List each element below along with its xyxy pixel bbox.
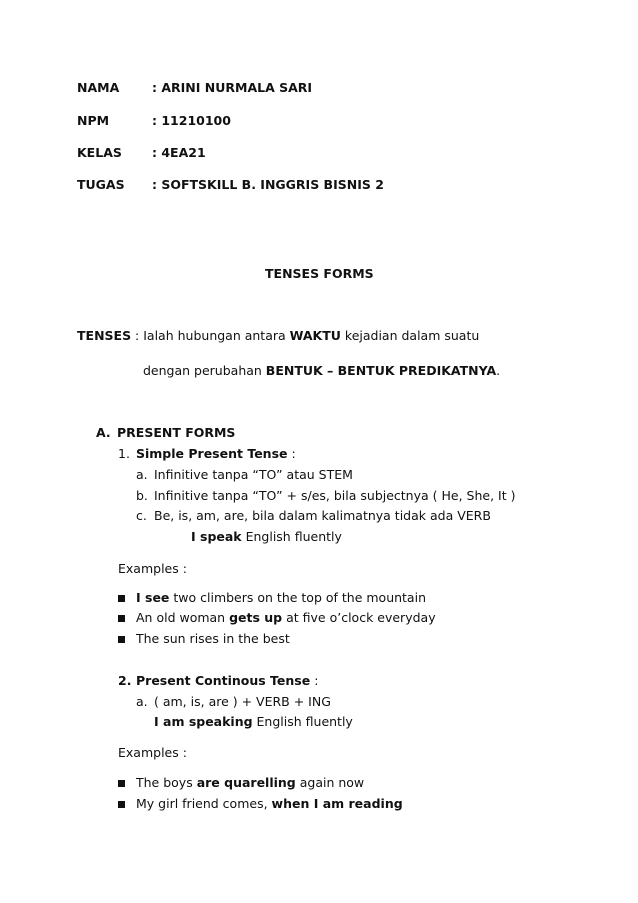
definition-text: : Ialah hubungan antara bbox=[131, 328, 290, 343]
list-item-bold: when I am reading bbox=[271, 796, 403, 811]
bullet-icon bbox=[118, 801, 125, 808]
header-value: : 4EA21 bbox=[152, 145, 206, 160]
bullet-icon bbox=[118, 595, 125, 602]
list-item bbox=[136, 590, 426, 605]
definition-keyword: WAKTU bbox=[289, 328, 341, 343]
examples-label: Examples : bbox=[118, 745, 187, 760]
list-item-bold: I see bbox=[136, 590, 170, 605]
item-number: 1. bbox=[118, 446, 130, 461]
header-value: : 11210100 bbox=[152, 113, 231, 128]
definition-term: TENSES bbox=[77, 328, 132, 343]
definition-keyword: BENTUK – BENTUK PREDIKATNYA bbox=[265, 363, 497, 378]
section-title: PRESENT FORMS bbox=[117, 425, 236, 440]
definition-line-2 bbox=[143, 363, 500, 378]
definition-text: . bbox=[496, 363, 501, 378]
example-sentence bbox=[154, 714, 353, 729]
definition-line-1 bbox=[77, 328, 479, 343]
example-bold: I am speaking bbox=[154, 714, 253, 729]
header-key: TUGAS bbox=[77, 177, 125, 192]
item-colon: : bbox=[287, 446, 296, 461]
header-value: : ARINI NURMALA SARI bbox=[152, 80, 313, 95]
list-item: The sun rises in the best bbox=[136, 631, 290, 646]
header-value: : SOFTSKILL B. INGGRIS BISNIS 2 bbox=[152, 177, 384, 192]
bullet-icon bbox=[118, 780, 125, 787]
header-key: NPM bbox=[77, 113, 110, 128]
list-item-text: at five o’clock everyday bbox=[282, 610, 436, 625]
header-key: KELAS bbox=[77, 145, 122, 160]
subitem-text: Be, is, am, are, bila dalam kalimatnya tidak ada VERB bbox=[154, 508, 491, 523]
section-marker: A. bbox=[96, 425, 111, 440]
subitem-text: ( am, is, are ) + VERB + ING bbox=[154, 694, 331, 709]
list-item-text: two climbers on the top of the mountain bbox=[169, 590, 426, 605]
example-rest: English fluently bbox=[252, 714, 353, 729]
item-title: Simple Present Tense bbox=[136, 446, 288, 461]
list-item-bold: gets up bbox=[229, 610, 283, 625]
item-number: 2. bbox=[118, 673, 132, 688]
subitem-text: Infinitive tanpa “TO” atau STEM bbox=[154, 467, 353, 482]
list-item bbox=[136, 775, 364, 790]
item-heading bbox=[136, 673, 318, 688]
bullet-icon bbox=[118, 615, 125, 622]
subitem-text: Infinitive tanpa “TO” + s/es, bila subjectnya ( He, She, It ) bbox=[154, 488, 516, 503]
subitem-marker: a. bbox=[136, 694, 148, 709]
subitem-marker: c. bbox=[136, 508, 147, 523]
header-key: NAMA bbox=[77, 80, 120, 95]
list-item-text: An old woman bbox=[136, 610, 230, 625]
example-bold: I speak bbox=[191, 529, 242, 544]
examples-label: Examples : bbox=[118, 561, 187, 576]
item-colon: : bbox=[310, 673, 319, 688]
bullet-icon bbox=[118, 636, 125, 643]
definition-text: kejadian dalam suatu bbox=[340, 328, 480, 343]
definition-text: dengan perubahan bbox=[143, 363, 266, 378]
list-item-text: The boys bbox=[136, 775, 197, 790]
list-item bbox=[136, 796, 403, 811]
list-item-text: My girl friend comes, bbox=[136, 796, 272, 811]
example-sentence bbox=[191, 529, 342, 544]
example-rest: English fluently bbox=[241, 529, 342, 544]
subitem-marker: a. bbox=[136, 467, 148, 482]
subitem-marker: b. bbox=[136, 488, 148, 503]
page-title: TENSES FORMS bbox=[265, 266, 374, 281]
list-item-bold: are quarelling bbox=[196, 775, 296, 790]
item-title: Present Continous Tense bbox=[136, 673, 311, 688]
list-item-text: again now bbox=[295, 775, 365, 790]
list-item bbox=[136, 610, 436, 625]
item-heading bbox=[136, 446, 296, 461]
